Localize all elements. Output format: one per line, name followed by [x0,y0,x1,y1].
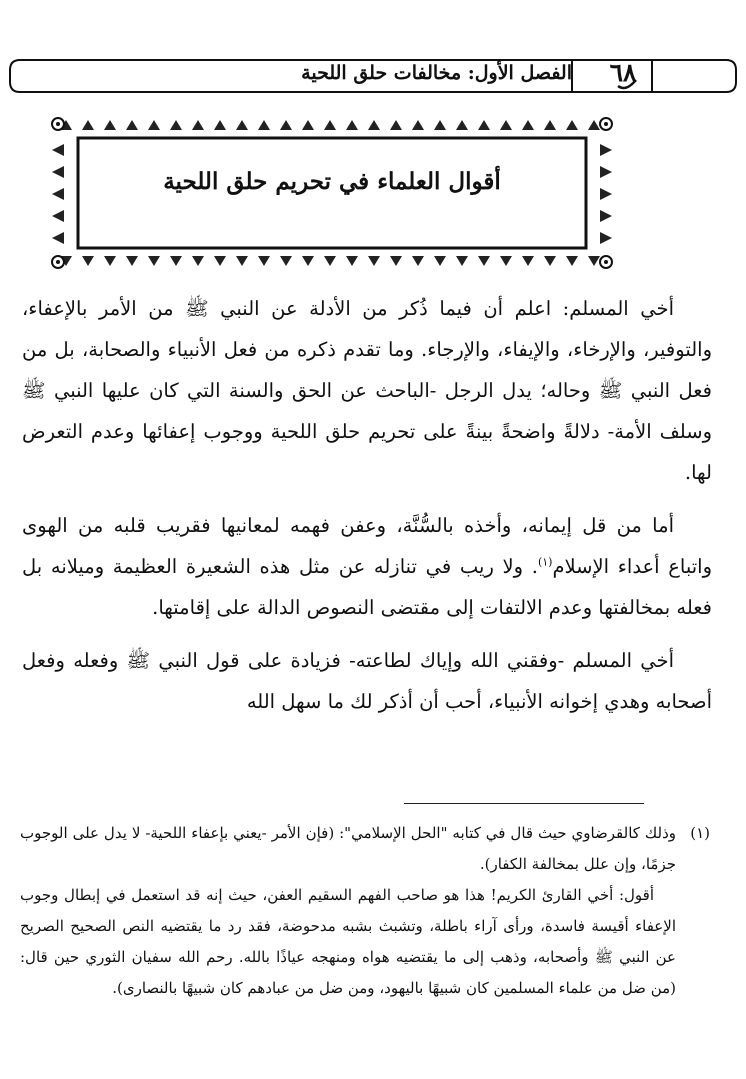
footnote-content [20,818,676,1004]
chapter-title: الفصل الأول: مخالفات حلق اللحية [301,62,572,84]
ornament-mark [412,256,424,266]
ornament-mark [456,256,468,266]
ornament-mark [368,256,380,266]
ornament-mark [478,120,490,130]
ornament-mark [412,120,424,130]
ornament-mark [82,256,94,266]
ornament-mark [566,120,578,130]
ornament-mark [280,256,292,266]
ornament-mark [192,256,204,266]
paragraph-text: أما من قل إيمانه، وأخذه بالسُّنَّة، وعفن فهمه لمعانيها فقريب قلبه من الهوى واتباع أعداء الإسلام [22,514,712,578]
footnote-reference[interactable]: (١) [537,555,553,569]
page-number: ٦٨ [609,58,637,87]
ornament-mark [500,256,512,266]
paragraph [22,505,712,628]
ornament-mark [236,120,248,130]
ornament-mark [52,210,64,222]
ornament-mark [148,256,160,266]
ornament-mark [600,210,612,222]
paragraph-text: . ولا ريب في تنازله عن مثل هذه الشعيرة العظيمة وميلانه بل فعله بمخالفتها وعدم الالتفات إلى مقتضى النصوص الدالة على إقامتها. [22,555,712,619]
ornament-mark [600,232,612,244]
ornament-mark [522,120,534,130]
ornament-mark [126,256,138,266]
ornament-mark [214,120,226,130]
ornament-mark [434,120,446,130]
ornament-mark [500,120,512,130]
footnote [20,818,710,1004]
ornament-mark [324,256,336,266]
ornament-mark [302,256,314,266]
ornament-mark [52,232,64,244]
ornament-mark [544,256,556,266]
footnote-mark: (١) [690,824,710,842]
ornament-mark [236,256,248,266]
ornament-mark [192,120,204,130]
ornament-mark [456,120,468,130]
ornament-mark [368,120,380,130]
ornament-mark [566,256,578,266]
footnote-text: وذلك كالقرضاوي حيث قال في كتابه "الحل الإسلامي": (فإن الأمر -يعني بإعفاء اللحية- لا يدل على الوجوب جزمًا، وإن علل بمخالفة الكفار). [20,824,676,873]
footnote-text: أقول: أخي القارئ الكريم! هذا هو صاحب الفهم السقيم العفن، حيث إنه قد استعمل في إبطال وجوب الإعفاء أقيسة فاسدة، ورأى آراء باطلة، وتشبث بشبه مدحوضة، فقد رد ما يقتضيه النص الصحيح الصريح عن النبي ﷺ وأصحابه، وذهب إلى ما يقتضيه هواه ومنهجه عياذًا بالله. رحم الله سفيان الثوري حين قال: (من ضل من علماء المسلمين كان شبيهًا باليهود، ومن ضل من عبادهم كان شبيهًا بالنصارى). [20,886,676,997]
ornament-mark [390,256,402,266]
main-text [22,288,712,734]
ornament-mark [478,256,490,266]
ornament-mark [346,120,358,130]
ornament-mark [214,256,226,266]
ornament-mark [170,256,182,266]
paragraph: أخي المسلم -وفقني الله وإياك لطاعته- فزيادة على قول النبي ﷺ وفعله وفعل أصحابه وهدي إخوانه الأنبياء، أحب أن أذكر لك ما سهل الله [22,649,712,713]
ornament-mark [522,256,534,266]
footnote-divider [404,803,644,804]
footnotes [20,818,710,1004]
ornament-mark [588,256,600,266]
section-title: أقوال العلماء في تحريم حلق اللحية [163,168,501,195]
ornament-mark [600,144,612,156]
ornament-mark [52,144,64,156]
ornament-mark [104,256,116,266]
ornament-mark [104,120,116,130]
ornament-mark [258,120,270,130]
ornament-mark [324,120,336,130]
ornament-mark [302,120,314,130]
ornament-mark [126,120,138,130]
ornament-mark [170,120,182,130]
ornament-mark [544,120,556,130]
ornament-mark [390,120,402,130]
ornament-mark [588,120,600,130]
ornament-mark [148,120,160,130]
ornament-mark [280,120,292,130]
ornament-mark [346,256,358,266]
ornament-mark [434,256,446,266]
paragraph: أخي المسلم: اعلم أن فيما ذُكر من الأدلة عن النبي ﷺ من الأمر بالإعفاء، والتوفير، والإرخاء، والإيفاء، والإرجاء. وما تقدم ذكره من فعل الأنبياء والصحابة، بل من فعل النبي ﷺ وحاله؛ يدل الرجل -الباحث عن الحق والسنة التي كان عليها النبي ﷺ وسلف الأمة- دلالةً واضحةً بينةً على تحريم حلق اللحية ووجوب إعفائها وعدم التعرض لها. [22,297,712,484]
ornament-mark [82,120,94,130]
running-header [6,56,740,96]
ornament-mark [258,256,270,266]
